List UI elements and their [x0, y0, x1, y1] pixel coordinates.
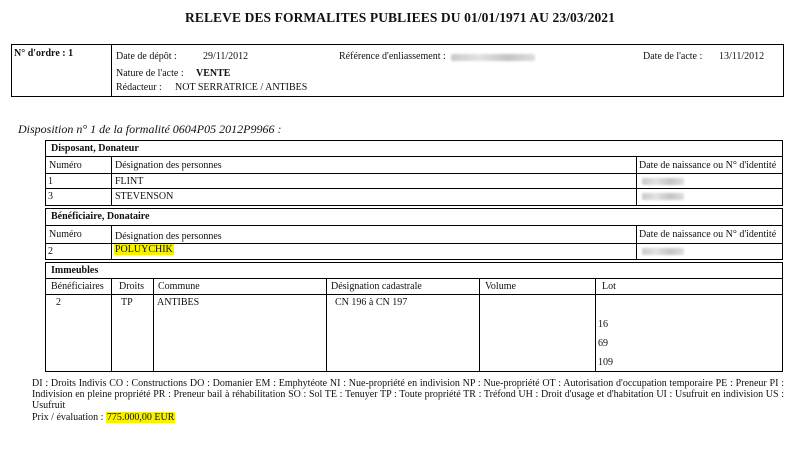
date-depot-value: 29/11/2012	[203, 51, 249, 62]
immeubles-title: Immeubles	[51, 265, 99, 276]
beneficiaire-row-1-nom: POLUYCHIK	[115, 244, 173, 255]
nature-label: Nature de l'acte :	[116, 68, 184, 79]
disposant-col-date: Date de naissance ou N° d'identité	[639, 160, 777, 171]
formality-header	[11, 44, 784, 97]
immeubles-col-designation: Désignation cadastrale	[331, 281, 422, 292]
disposant-title: Disposant, Donateur	[51, 143, 139, 154]
immeubles-col-beneficiaires: Bénéficiaires	[51, 281, 104, 292]
date-acte-value: 13/11/2012	[719, 51, 765, 62]
disposant-row-2-numero: 3	[48, 191, 53, 202]
ordre-number: N° d'ordre : 1	[14, 48, 74, 59]
beneficiaire-table	[45, 208, 783, 260]
price-label: Prix / évaluation :	[32, 412, 104, 423]
immeubles-col-lot: Lot	[602, 281, 616, 292]
immeubles-col-droits: Droits	[119, 281, 144, 292]
beneficiaire-col-designation: Désignation des personnes	[115, 231, 222, 242]
redacteur-label: Rédacteur :	[116, 82, 162, 93]
redacteur-value: NOT SERRATRICE / ANTIBES	[175, 82, 308, 93]
price-value: 775.000,00 EUR	[106, 412, 175, 423]
immeubles-row-commune: ANTIBES	[157, 297, 200, 308]
reference-label: Référence d'enliassement :	[339, 51, 446, 62]
immeubles-row-droits: TP	[121, 297, 133, 308]
disposition-title: Disposition n° 1 de la formalité 0604P05 2012P9966 :	[18, 122, 282, 136]
document-title: RELEVE DES FORMALITES PUBLIEES DU 01/01/1971 AU 23/03/2021	[185, 10, 615, 25]
immeubles-lot-1: 16	[598, 319, 608, 330]
disposant-row-2-date-redacted	[642, 193, 684, 200]
disposant-col-numero: Numéro	[49, 160, 82, 171]
reference-redacted	[451, 54, 535, 61]
beneficiaire-row-1-date-redacted	[642, 248, 684, 255]
disposant-table	[45, 140, 783, 206]
disposant-col-designation: Désignation des personnes	[115, 160, 222, 171]
disposant-row-1-date-redacted	[642, 178, 684, 185]
immeubles-col-commune: Commune	[158, 281, 200, 292]
immeubles-col-volume: Volume	[485, 281, 516, 292]
nature-value: VENTE	[196, 68, 231, 79]
date-acte-label: Date de l'acte :	[643, 51, 703, 62]
immeubles-table	[45, 262, 783, 372]
date-depot-label: Date de dépôt :	[116, 51, 177, 62]
beneficiaire-col-date: Date de naissance ou N° d'identité	[639, 229, 777, 240]
immeubles-row-beneficiaire: 2	[56, 297, 61, 308]
immeubles-row-cadastre: CN 196 à CN 197	[335, 297, 408, 308]
beneficiaire-title: Bénéficiaire, Donataire	[51, 211, 150, 222]
price-line	[32, 412, 175, 423]
disposant-row-1-nom: FLINT	[115, 176, 144, 187]
disposant-row-1-numero: 1	[48, 176, 53, 187]
beneficiaire-col-numero: Numéro	[49, 229, 82, 240]
droits-legend: DI : Droits Indivis CO : Constructions DO : Domanier EM : Emphytéote NI : Nue-propriété en indivision NP : Nue-propriété OT : Autorisation d'occupation temporaire PE : Preneur PI : Indivision en pleine propriété PR : Preneur bail à réhabilitation SO : Sol TE : Tenuyer TP : Toute propriété TR : Tréfond UH : Droit d'usage et d'habitation UI : Usufruit en indivision US : Usufruit	[32, 378, 784, 411]
immeubles-lot-2: 69	[598, 338, 608, 349]
beneficiaire-row-1-numero: 2	[48, 246, 53, 257]
disposant-row-2-nom: STEVENSON	[115, 191, 174, 202]
immeubles-lot-3: 109	[598, 357, 613, 368]
